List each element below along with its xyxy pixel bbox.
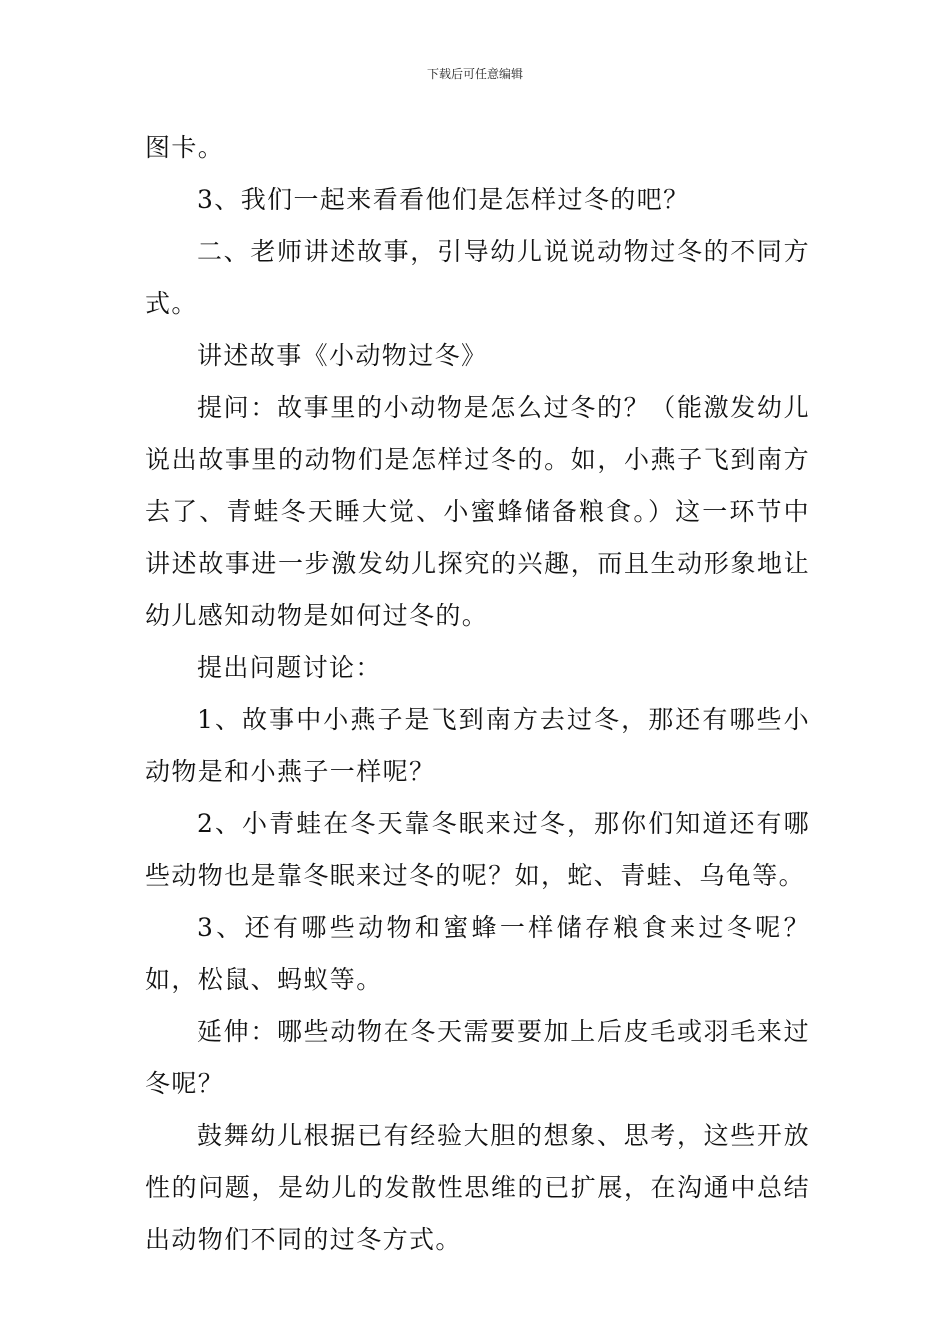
page-header: 下载后可任意编辑: [426, 67, 523, 81]
paragraph-2: 3、我们一起来看看他们是怎样过冬的吧？: [197, 185, 690, 214]
paragraph-8: 2、小青蛙在冬天靠冬眠来过冬，那你们知道还有哪些动物也是靠冬眠来过冬的呢？如，蛇、青蛙、乌龟等。: [145, 809, 810, 890]
document-body: [145, 122, 810, 1266]
paragraph-4: 讲述故事《小动物过冬》: [197, 341, 488, 370]
paragraph-6: 提出问题讨论：: [197, 653, 382, 682]
paragraph-10: 延伸：哪些动物在冬天需要要加上后皮毛或羽毛来过冬呢？: [145, 1017, 810, 1098]
paragraph-1: 图卡。: [145, 133, 225, 162]
paragraph-11: 鼓舞幼儿根据已有经验大胆的想象、思考，这些开放性的问题，是幼儿的发散性思维的已扩展，在沟通中总结出动物们不同的过冬方式。: [145, 1121, 810, 1254]
paragraph-3: 二、老师讲述故事，引导幼儿说说动物过冬的不同方式。: [145, 237, 810, 318]
paragraph-5: 提问：故事里的小动物是怎么过冬的？（能激发幼儿说出故事里的动物们是怎样过冬的。如，小燕子飞到南方去了、青蛙冬天睡大觉、小蜜蜂储备粮食。）这一环节中讲述故事进一步激发幼儿探究的兴趣，而且生动形象地让幼儿感知动物是如何过冬的。: [145, 393, 810, 630]
paragraph-9: 3、还有哪些动物和蜜蜂一样储存粮食来过冬呢？如，松鼠、蚂蚁等。: [145, 913, 810, 994]
paragraph-7: 1、故事中小燕子是飞到南方去过冬，那还有哪些小动物是和小燕子一样呢？: [145, 705, 810, 786]
